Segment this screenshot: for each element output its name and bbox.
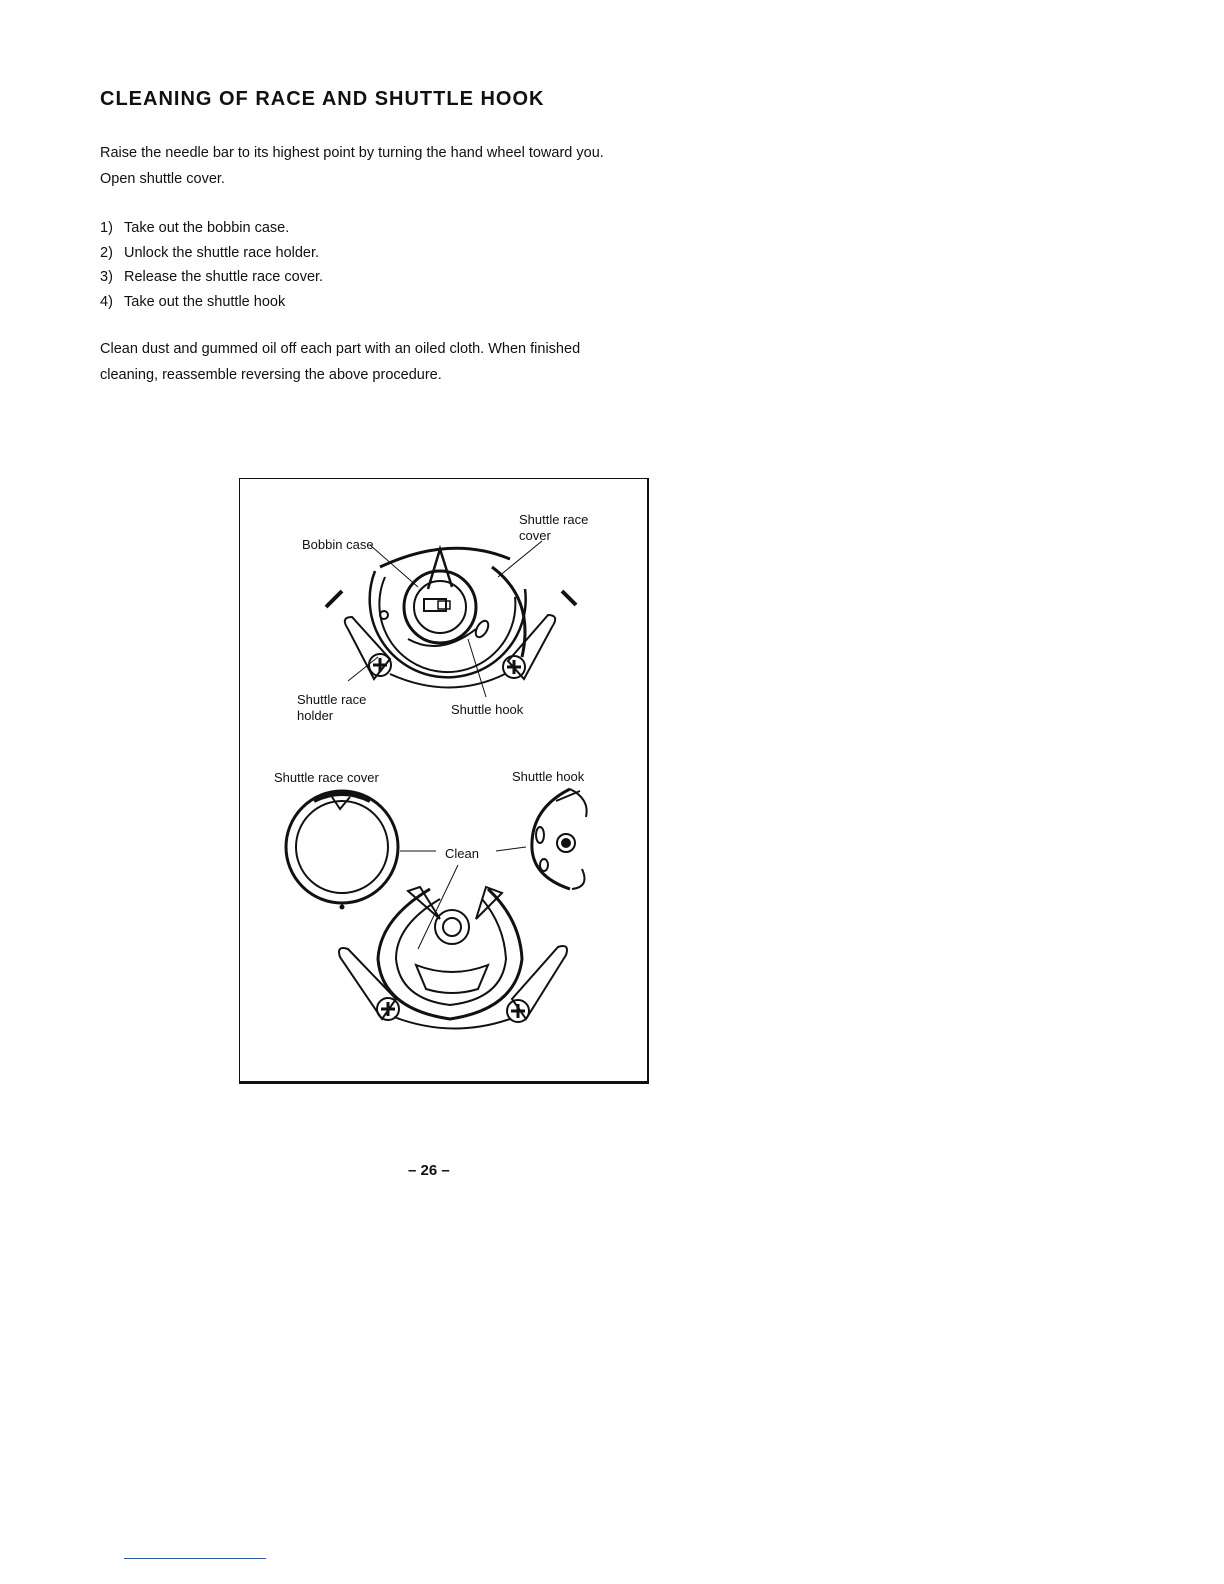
step-item [100,265,323,290]
intro-line-1: Raise the needle bar to its highest point by turning the hand wheel toward you. [100,145,604,161]
label-clean: Clean [445,846,479,861]
steps-list [100,216,323,314]
step-number: 1) [100,220,113,236]
step-number: 4) [100,293,113,310]
closing-paragraph [100,336,780,388]
step-text: Take out the bobbin case. [124,220,290,236]
label-shuttle-race-cover-line2: cover [519,528,551,543]
arrow-left-icon [326,591,342,607]
top-assembly-drawing [345,548,555,687]
race-cover-ring-drawing [286,791,398,909]
shuttle-hook-illustration [239,478,649,1084]
closing-line-1: Clean dust and gummed oil off each part with an oiled cloth. When finished [100,341,581,357]
page-title: CLEANING OF RACE AND SHUTTLE HOOK [100,88,545,110]
footer-rule [124,1558,266,1559]
label-shuttle-race-cover-line1: Shuttle race [519,512,589,527]
closing-line-2: cleaning, reassemble reversing the above procedure. [100,367,442,383]
arrow-right-icon [562,591,576,605]
label-shuttle-race-holder-line1: Shuttle race [297,692,367,707]
step-item [100,290,323,315]
label-shuttle-hook-top: Shuttle hook [451,702,524,717]
step-text: Release the shuttle race cover. [124,269,324,285]
step-item [100,216,323,241]
intro-paragraph [100,140,780,192]
step-number: 2) [100,244,113,261]
label-shuttle-hook-bottom: Shuttle hook [512,769,585,784]
step-item [100,241,323,266]
intro-line-2: Open shuttle cover. [100,171,225,187]
shuttle-hook-drawing [532,789,587,889]
step-text: Take out the shuttle hook [124,293,286,310]
step-number: 3) [100,269,113,285]
race-base-drawing [339,887,567,1029]
label-bobbin-case: Bobbin case [302,537,374,552]
step-text: Unlock the shuttle race holder. [124,244,320,261]
label-shuttle-race-cover-bottom: Shuttle race cover [274,770,379,785]
page-number: – 26 – [408,1162,450,1179]
label-shuttle-race-holder-line2: holder [297,708,334,723]
